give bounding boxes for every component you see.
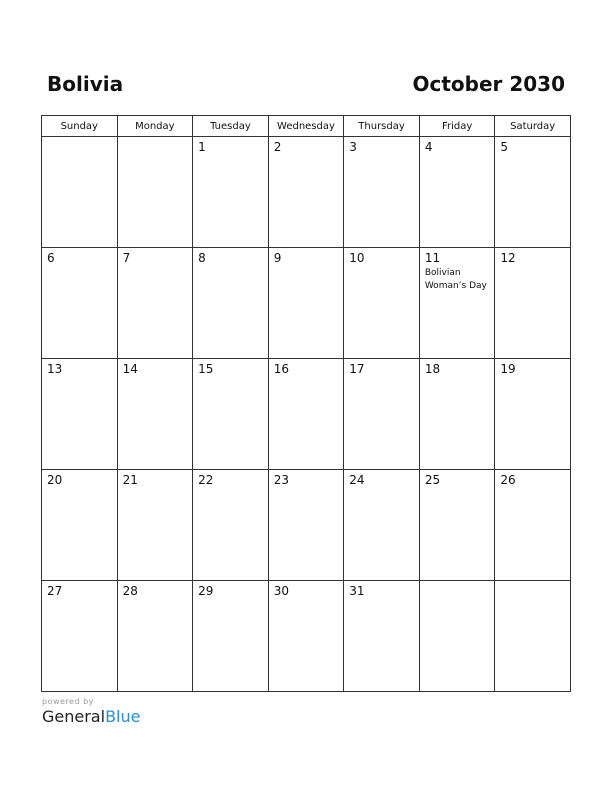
day-cell [117, 248, 193, 359]
week-row [42, 248, 571, 359]
day-number: 17 [349, 362, 365, 376]
day-number: 5 [500, 140, 509, 154]
week-row [42, 470, 571, 581]
day-number: 2 [273, 140, 282, 154]
day-cell [117, 359, 193, 470]
day-cell [268, 137, 344, 248]
day-number: 22 [198, 473, 214, 487]
day-cell [344, 470, 420, 581]
generalblue-logo [42, 707, 140, 726]
weekday-header: Thursday [344, 116, 420, 137]
day-number: 19 [500, 362, 516, 376]
day-number: 26 [500, 473, 516, 487]
day-cell [193, 359, 269, 470]
day-cell [193, 581, 269, 692]
weekday-header-row [42, 116, 571, 137]
day-number: 7 [122, 251, 131, 265]
day-number: 9 [273, 251, 282, 265]
day-number: 24 [349, 473, 365, 487]
month-year-title: October 2030 [412, 72, 565, 96]
holiday-label: Bolivian Woman’s Day [424, 268, 487, 291]
day-number: 16 [273, 362, 289, 376]
day-cell [419, 581, 495, 692]
powered-by-text: powered by [42, 697, 94, 706]
day-cell [193, 248, 269, 359]
week-row [42, 359, 571, 470]
week-row [42, 137, 571, 248]
day-number [42, 137, 117, 140]
day-number [118, 137, 193, 140]
day-cell [495, 470, 571, 581]
weekday-header: Saturday [495, 116, 571, 137]
week-row [42, 581, 571, 692]
day-number: 31 [349, 584, 365, 598]
day-number: 29 [198, 584, 214, 598]
day-number: 30 [273, 584, 289, 598]
weekday-header: Sunday [42, 116, 118, 137]
day-cell [268, 359, 344, 470]
day-number: 10 [349, 251, 365, 265]
day-cell [193, 137, 269, 248]
day-cell [495, 137, 571, 248]
day-number: 13 [47, 362, 63, 376]
day-number: 4 [424, 140, 433, 154]
day-number: 21 [122, 473, 138, 487]
day-cell [117, 581, 193, 692]
day-number: 8 [198, 251, 206, 265]
day-cell [42, 359, 118, 470]
footer [42, 697, 140, 726]
day-cell [419, 470, 495, 581]
day-cell [344, 359, 420, 470]
day-cell [344, 137, 420, 248]
day-number: 14 [122, 362, 138, 376]
day-cell [495, 581, 571, 692]
day-cell [193, 470, 269, 581]
day-cell [495, 359, 571, 470]
day-number: 27 [47, 584, 63, 598]
day-cell [268, 470, 344, 581]
day-number: 6 [47, 251, 55, 265]
day-cell [268, 581, 344, 692]
day-number: 11 [424, 251, 441, 265]
weekday-header: Wednesday [268, 116, 344, 137]
day-number: 20 [47, 473, 63, 487]
weekday-header: Tuesday [193, 116, 269, 137]
brand-blue: Blue [105, 707, 141, 726]
weekday-header: Friday [419, 116, 495, 137]
day-number: 15 [198, 362, 214, 376]
day-number [420, 581, 495, 584]
brand-general: General [42, 707, 106, 726]
day-cell [419, 137, 495, 248]
day-cell [495, 248, 571, 359]
day-cell [117, 470, 193, 581]
day-cell [117, 137, 193, 248]
day-number: 3 [349, 140, 357, 154]
day-cell [419, 248, 495, 359]
weekday-header: Monday [117, 116, 193, 137]
calendar-grid [41, 115, 571, 692]
day-number: 23 [273, 473, 289, 487]
day-cell [42, 137, 118, 248]
day-cell [344, 248, 420, 359]
day-number [495, 581, 570, 584]
day-number: 12 [500, 251, 516, 265]
day-cell [419, 359, 495, 470]
day-cell [42, 581, 118, 692]
country-title: Bolivia [47, 72, 124, 96]
day-number: 25 [424, 473, 441, 487]
day-cell [42, 248, 118, 359]
day-number: 1 [198, 140, 206, 154]
day-number: 28 [122, 584, 138, 598]
day-cell [42, 470, 118, 581]
day-cell [344, 581, 420, 692]
day-cell [268, 248, 344, 359]
day-number: 18 [424, 362, 441, 376]
